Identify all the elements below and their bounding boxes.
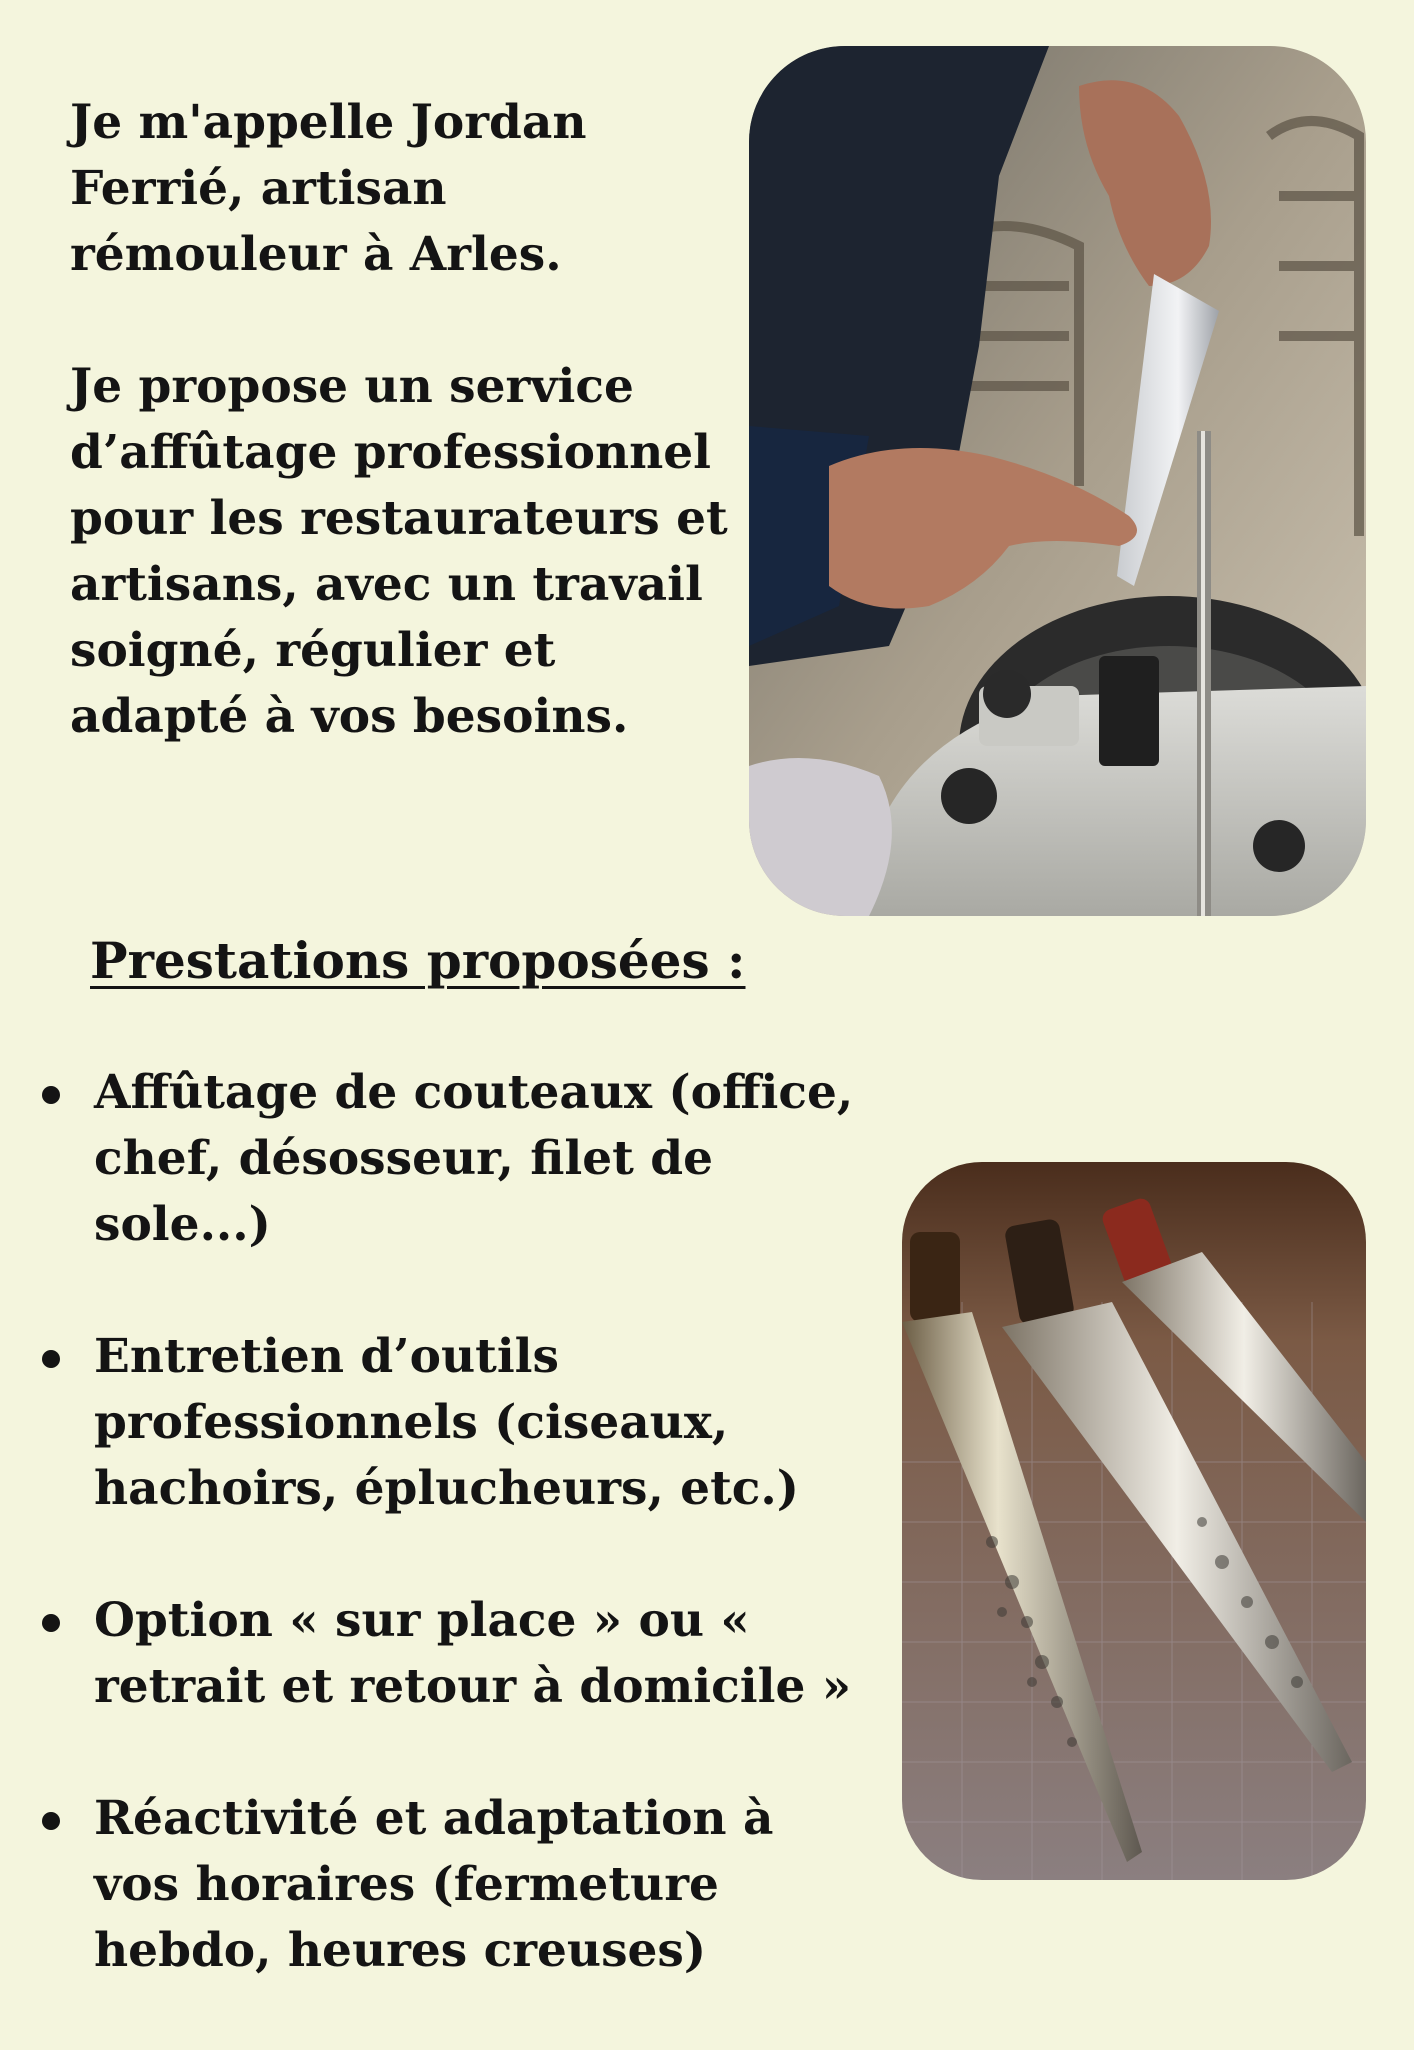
intro-text <box>70 90 730 750</box>
sharpening-photo-illustration <box>749 46 1366 916</box>
services-list <box>36 1060 866 2050</box>
service-item: Option « sur place » ou « retrait et retour à domicile » <box>36 1588 866 1720</box>
service-item: Affûtage de couteaux (office, chef, désosseur, filet de sole...) <box>36 1060 866 1258</box>
service-item: Entretien d’outils professionnels (ciseaux, hachoirs, éplucheurs, etc.) <box>36 1324 866 1522</box>
knives-photo-illustration <box>902 1162 1366 1880</box>
services-title: Prestations proposées : <box>90 931 746 990</box>
intro-paragraph-name: Je m'appelle Jordan Ferrié, artisan rémouleur à Arles. <box>70 95 587 282</box>
intro-paragraph-service: Je propose un service d’affûtage professionnel pour les restaurateurs et artisans, avec un travail soigné, régulier et adapté à vos besoins. <box>70 359 728 744</box>
sharpening-photo <box>749 46 1366 916</box>
knives-photo <box>902 1162 1366 1880</box>
service-item: Réactivité et adaptation à vos horaires (fermeture hebdo, heures creuses) <box>36 1786 866 1984</box>
